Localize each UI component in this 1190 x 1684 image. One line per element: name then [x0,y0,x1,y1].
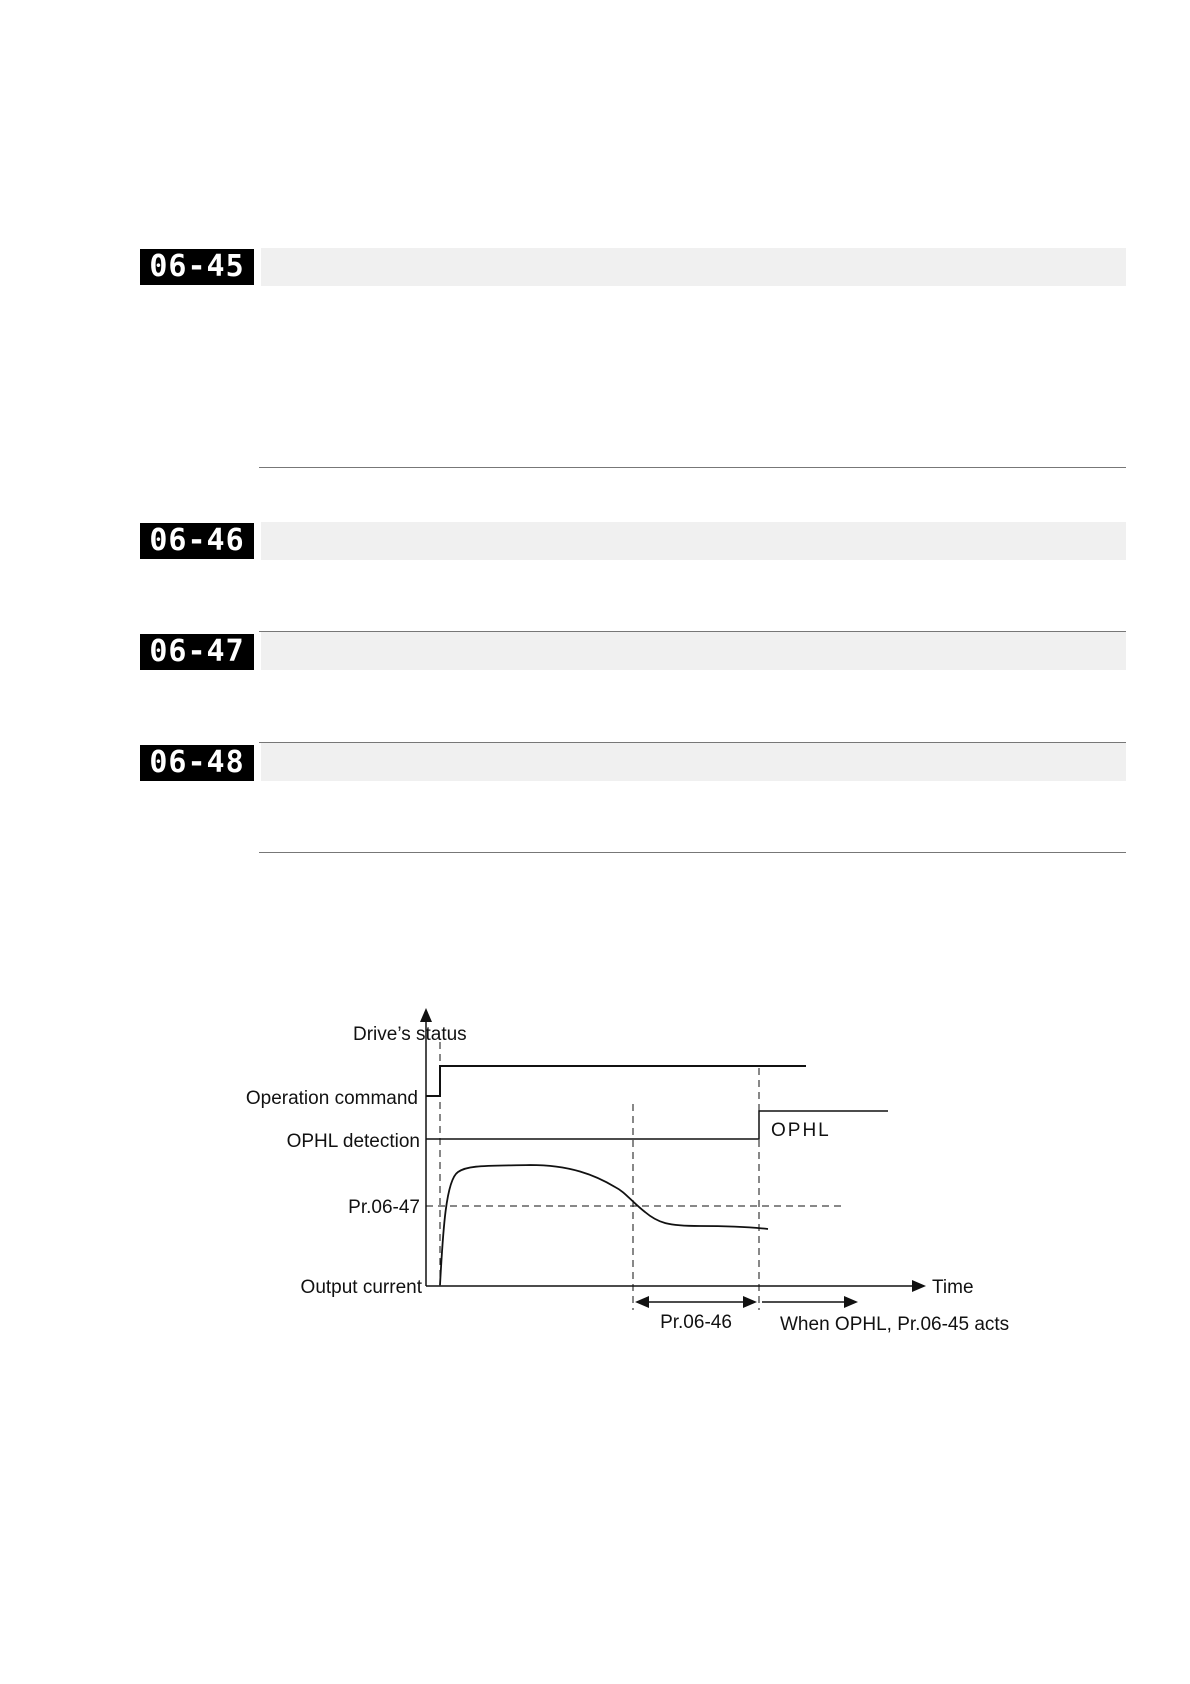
param-title-bar [261,632,1126,670]
param-title-bar [261,522,1126,560]
output-current-curve [440,1165,768,1285]
action-label: When OPHL, Pr.06-45 acts [780,1314,1010,1335]
section-divider [259,467,1126,468]
row-label-ophl-detection: OPHL detection [286,1131,420,1152]
param-title-bar [261,248,1126,286]
interval-arrow-right-icon [743,1296,757,1308]
x-axis-label: Time [932,1277,974,1298]
param-code-badge: 06-47 [140,634,254,670]
ophl-timing-diagram [200,1000,1080,1360]
param-code-badge: 06-48 [140,745,254,781]
section-divider [259,852,1126,853]
ophl-label: OPHL [771,1120,831,1141]
param-title-bar [261,743,1126,781]
action-arrow-head-icon [844,1296,858,1308]
interval-label: Pr.06-46 [660,1312,732,1333]
operation-command-signal [426,1066,806,1096]
y-axis-label: Drive’s status [353,1024,467,1045]
interval-arrow-left-icon [635,1296,649,1308]
status-axis-arrow-icon [420,1008,432,1022]
row-label-output-current: Output current [300,1277,422,1298]
row-label-operation-command: Operation command [245,1088,418,1109]
row-label-threshold: Pr.06-47 [348,1197,420,1218]
time-axis-arrow-icon [912,1280,926,1292]
param-code-badge: 06-45 [140,249,254,285]
param-code-badge: 06-46 [140,523,254,559]
